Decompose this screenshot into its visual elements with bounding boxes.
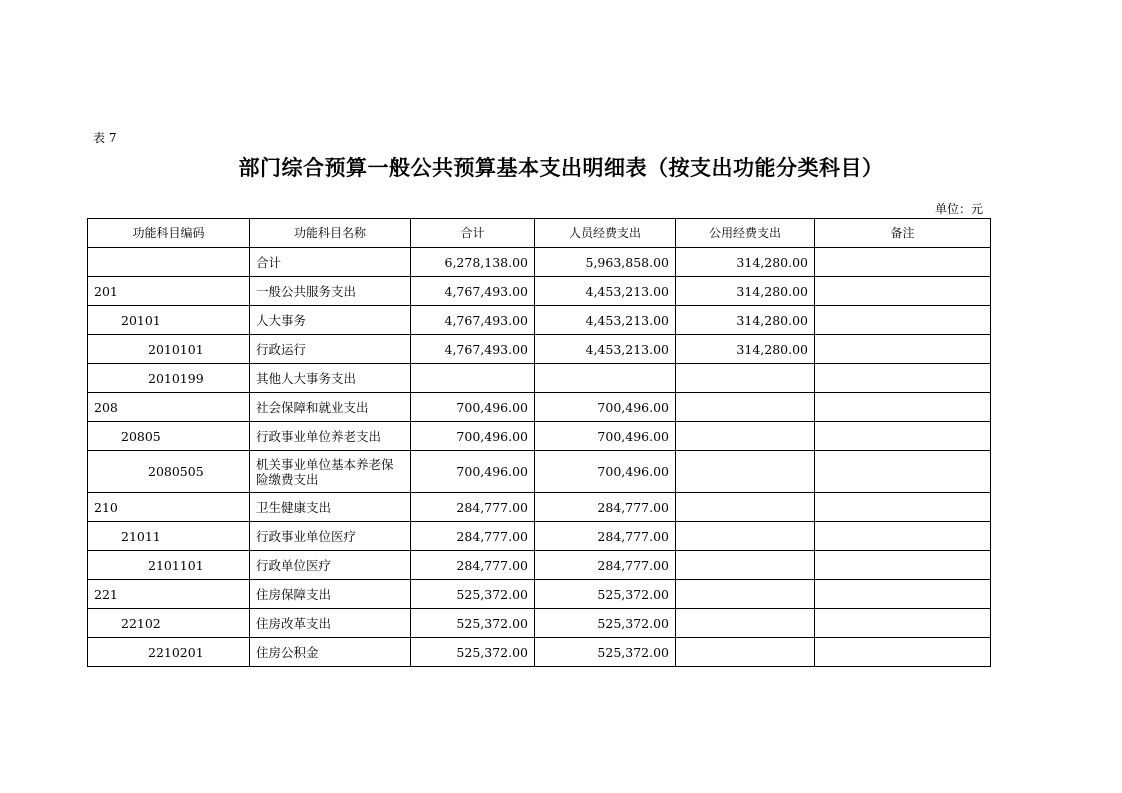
table-row xyxy=(88,551,991,580)
header-personnel: 人员经费支出 xyxy=(535,219,676,248)
row-code: 21011 xyxy=(88,522,250,551)
table-number: 表 7 xyxy=(93,131,117,145)
row-total: 4,767,493.00 xyxy=(411,335,535,364)
row-code: 20805 xyxy=(88,422,250,451)
row-total: 284,777.00 xyxy=(411,493,535,522)
row-public xyxy=(676,522,815,551)
row-name: 一般公共服务支出 xyxy=(250,277,411,306)
row-name: 行政运行 xyxy=(250,335,411,364)
table-row xyxy=(88,580,991,609)
row-total: 700,496.00 xyxy=(411,422,535,451)
header-note: 备注 xyxy=(815,219,991,248)
row-public xyxy=(676,422,815,451)
row-note xyxy=(815,522,991,551)
row-personnel: 284,777.00 xyxy=(535,522,676,551)
row-code: 210 xyxy=(88,493,250,522)
row-public: 314,280.00 xyxy=(676,277,815,306)
row-total: 4,767,493.00 xyxy=(411,306,535,335)
table-row xyxy=(88,422,991,451)
row-code: 2210201 xyxy=(88,638,250,667)
table-row xyxy=(88,638,991,667)
row-name: 人大事务 xyxy=(250,306,411,335)
row-code: 2010101 xyxy=(88,335,250,364)
page-title: 部门综合预算一般公共预算基本支出明细表（按支出功能分类科目） xyxy=(238,156,884,180)
row-note xyxy=(815,551,991,580)
row-code: 2010199 xyxy=(88,364,250,393)
row-personnel: 4,453,213.00 xyxy=(535,335,676,364)
row-total: 700,496.00 xyxy=(411,393,535,422)
row-total: 525,372.00 xyxy=(411,580,535,609)
row-total: 284,777.00 xyxy=(411,551,535,580)
row-personnel: 700,496.00 xyxy=(535,451,676,493)
row-note xyxy=(815,451,991,493)
row-name: 其他人大事务支出 xyxy=(250,364,411,393)
row-personnel: 700,496.00 xyxy=(535,393,676,422)
row-code: 208 xyxy=(88,393,250,422)
row-total: 4,767,493.00 xyxy=(411,277,535,306)
unit-label: 单位：元 xyxy=(934,202,983,216)
header-code: 功能科目编码 xyxy=(88,219,250,248)
header-public: 公用经费支出 xyxy=(676,219,815,248)
row-personnel: 525,372.00 xyxy=(535,609,676,638)
row-note xyxy=(815,306,991,335)
row-name: 卫生健康支出 xyxy=(250,493,411,522)
row-code: 201 xyxy=(88,277,250,306)
row-name: 行政事业单位养老支出 xyxy=(250,422,411,451)
row-personnel: 700,496.00 xyxy=(535,422,676,451)
row-total: 6,278,138.00 xyxy=(411,248,535,277)
row-total: 525,372.00 xyxy=(411,638,535,667)
row-public: 314,280.00 xyxy=(676,335,815,364)
table-row xyxy=(88,493,991,522)
row-note xyxy=(815,422,991,451)
row-total xyxy=(411,364,535,393)
row-note xyxy=(815,393,991,422)
table-row xyxy=(88,306,991,335)
row-note xyxy=(815,609,991,638)
row-code xyxy=(88,248,250,277)
row-total: 525,372.00 xyxy=(411,609,535,638)
table-row xyxy=(88,364,991,393)
table-row xyxy=(88,248,991,277)
row-note xyxy=(815,580,991,609)
row-note xyxy=(815,493,991,522)
table-row xyxy=(88,522,991,551)
row-public xyxy=(676,393,815,422)
row-personnel xyxy=(535,364,676,393)
row-note xyxy=(815,335,991,364)
row-public: 314,280.00 xyxy=(676,306,815,335)
row-public xyxy=(676,580,815,609)
row-personnel: 284,777.00 xyxy=(535,493,676,522)
header-name: 功能科目名称 xyxy=(250,219,411,248)
row-name: 住房保障支出 xyxy=(250,580,411,609)
row-code: 2080505 xyxy=(88,451,250,493)
row-note xyxy=(815,364,991,393)
row-name: 行政事业单位医疗 xyxy=(250,522,411,551)
table-row xyxy=(88,393,991,422)
row-note xyxy=(815,277,991,306)
row-personnel: 525,372.00 xyxy=(535,638,676,667)
row-name: 行政单位医疗 xyxy=(250,551,411,580)
row-name: 住房公积金 xyxy=(250,638,411,667)
row-note xyxy=(815,248,991,277)
row-public xyxy=(676,451,815,493)
row-personnel: 5,963,858.00 xyxy=(535,248,676,277)
row-public xyxy=(676,551,815,580)
row-name: 社会保障和就业支出 xyxy=(250,393,411,422)
row-code: 2101101 xyxy=(88,551,250,580)
row-personnel: 284,777.00 xyxy=(535,551,676,580)
row-public: 314,280.00 xyxy=(676,248,815,277)
table-row xyxy=(88,451,991,493)
row-personnel: 4,453,213.00 xyxy=(535,277,676,306)
row-public xyxy=(676,493,815,522)
table-row xyxy=(88,335,991,364)
row-code: 20101 xyxy=(88,306,250,335)
row-total: 700,496.00 xyxy=(411,451,535,493)
row-name: 机关事业单位基本养老保险缴费支出 xyxy=(250,451,411,493)
row-name: 合计 xyxy=(250,248,411,277)
row-public xyxy=(676,638,815,667)
row-public xyxy=(676,364,815,393)
row-code: 22102 xyxy=(88,609,250,638)
row-personnel: 525,372.00 xyxy=(535,580,676,609)
row-name: 住房改革支出 xyxy=(250,609,411,638)
row-total: 284,777.00 xyxy=(411,522,535,551)
header-total: 合计 xyxy=(411,219,535,248)
row-note xyxy=(815,638,991,667)
row-public xyxy=(676,609,815,638)
expenditure-table xyxy=(87,218,991,667)
row-personnel: 4,453,213.00 xyxy=(535,306,676,335)
table-row xyxy=(88,609,991,638)
table-header-row xyxy=(88,219,991,248)
table-row xyxy=(88,277,991,306)
row-code: 221 xyxy=(88,580,250,609)
